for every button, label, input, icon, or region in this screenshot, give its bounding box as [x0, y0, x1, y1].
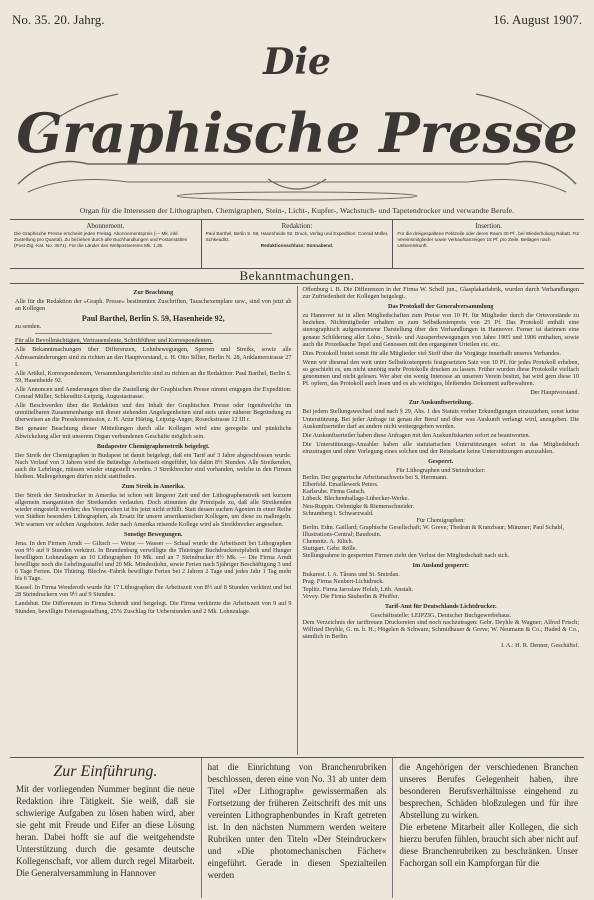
header-line	[12, 8, 582, 28]
list-item: Teplitz. Firma Jaroslaw Holub, Lith. Anstalt.	[302, 585, 414, 593]
redaktion-heading: Redaktion:	[281, 222, 313, 230]
tagline: Organ für die Interessen der Lithographen, Chemigraphen, Stein-, Licht-, Kupfer-, Wachstuch- und Tapetendrucker und verwandte Berufe.	[79, 206, 515, 215]
tarif-address: Geschäftsstelle: LEIPZIG, Deutscher Buchgewerbehaus.	[370, 611, 512, 619]
list-item: Neu-Ruppin. Oehmigke & Riemenschneider.	[302, 502, 415, 510]
intro-column-2	[201, 758, 393, 898]
paragraph: Dem Verzeichnis der tariftreuen Druckereien sind noch nachzutragen: Gebr. Deyhle & Wagner; Alfred Frisch; Wilfried Deyhle, G. m. b. H.; Högelen & Schwarz; Schmidhauer & Greve; W. Neumann & Co.; Haded & Co., sämtlich in Berlin.	[302, 618, 579, 641]
redaktionsschluss: Redaktionsschluss: Sonnabend.	[260, 243, 334, 249]
paragraph: Jena. In den Firmen Arndt — Giltsch — Weise — Wasser — Schaal wurde die Arbeitszeit bei Lithographen von 9½ auf 9 Stunden verkürzt. In Brandenburg verwilligte die Thüringer Buchdruckereipfabrik und Hunger bewilligten Lohnzulagen an 10 Lithographen 10 Mk. und an 7 Steindrucker 8½ Mk. — Die Firma Arndt bewilligte noch die Lehrlingsstaffel und 20 Mk. Mindestlohn, sowie Ferien nach 5jähriger Beschäftigung 3 und 6 Tage Ferien. Die Thüring. Blechw.-Fabrik bewilligte Ferien bei 2 Jahren 2 Tage und jedes Jahr 1 Tag mehr bis 6 Tage.	[15, 539, 292, 583]
list-item: Berlin. Der gegnerische Arbeitsnachweis bei S. Herrmann.	[302, 474, 448, 482]
abonnement-heading: Abonnement.	[86, 222, 125, 230]
paragraph: Offenburg i. B. Die Differenzen in der Firma W. Schell jun., Glasplakatfabrik, wurden durch Verhandlungen zur Zufriedenheit der Kollegen beigelegt.	[302, 286, 579, 301]
paragraph: Alle für die Redaktion der »Graph. Presse« bestimmten Zuschriften, Tauschexemplare usw., sind von jetzt ab an Kollegen	[15, 298, 292, 313]
masthead	[8, 34, 586, 204]
list-item: Chemnitz. A. Jülich.	[302, 538, 354, 545]
subheading-chemigraphen: Für Chemigraphen:	[416, 516, 465, 524]
abonnement-column	[10, 220, 201, 268]
paragraph: Alle Bekanntmachungen über Differenzen, Lohnbewegungen, Sperren und Streiks, sowie alle Adressenänderungen sind zu richten an den Hauptvorstand, z. H. Otto Sillier, Berlin N. 28, Anklamerstrasse 27 I.	[15, 346, 292, 368]
masthead-word2: Graphische Presse	[16, 101, 578, 165]
intro-text-1: Mit der vorliegenden Nummer beginnt die neue Redaktion ihre Tätigkeit. Sie weiß, daß sie schwierige Aufgaben zu lösen haben wird, aber sie geht mit Freude und Eifer an diese Lösung heran. Dabei hofft sie auf die weitgehendste Unterstützung durch die gesamte deutsche Kollegenschaft, vor allem durch regel Mitarbeit. Die Generalversammlung in Hannover	[16, 784, 195, 878]
list-item: Prag. Firma Neubert-Lichtdruck.	[302, 578, 384, 586]
list-item: Lübeck. Blechemballage-Lübecker-Werke.	[302, 495, 409, 503]
signature: I. A.: H. R. Denner, Geschäftsf.	[501, 642, 579, 650]
heading-zur-beachtung: Zur Beachtung	[133, 289, 174, 296]
heading-ausland: Im Ausland gesperrt:	[412, 562, 469, 570]
paragraph: Kassel. In Firma Wenderoth wurde für 17 Lithographen die Arbeitszeit von 8½ auf 8 Stunden verkürzt und bei 28 Steindruckern von 9½ auf 9 Stunden.	[15, 584, 292, 599]
introduction-article	[10, 757, 584, 898]
heading-budapest: Budapester Chemigraphenstreik beigelegt.	[96, 442, 210, 450]
list-item: Elberfeld. Emaillewerk Peters.	[302, 481, 379, 489]
abonnement-text: Die Graphische Presse erscheint jeden Freitag. Abonnementspreis (— Mk. inkl. Zustellung pro Quartal). Zu beziehen durch alle Buchhandlungen und Postanstalten (Post-Ztg.-Kat. No. 3571). Für die Länder des Weltpostvereins Mk. 1,35.	[14, 231, 188, 249]
paragraph: zu senden.	[15, 323, 42, 331]
info-box	[10, 219, 584, 269]
list-item: Bukarest. I. A. Târans und St. Smirdan.	[302, 571, 400, 579]
signature: Der Hauptvorstand.	[530, 389, 579, 397]
redaktion-column	[201, 220, 393, 268]
issue-date: 16. August 1907.	[493, 12, 582, 27]
subheading-lithographen: Für Lithographen und Steindrucker:	[396, 467, 486, 475]
insertion-column	[392, 220, 584, 268]
paragraph: Stellungnahme in gesperrten Firmen zieht den Verlust der Mitgliedschaft nach sich.	[302, 552, 510, 560]
insertion-heading: Insertion.	[475, 222, 502, 230]
announcements	[10, 286, 584, 755]
heading-gesperrt: Gesperrt.	[428, 457, 454, 465]
intro-text-3: die Angehörigen der verschiedenen Branchen unseres Berufes Gelegenheit haben, ihre besonderen Berufsverhältnisse eingehend zu besprechen, Schäden bloßzulegen und für ihre Abstellung zu wirken. Die erbetene Mitarbeit aller Kollegen, die sich hierzu berufen fühlen, braucht sich aber nicht auf diese Branchenrubriken zu beschränken. Unser Fachorgan soll ein Kampforgan für die	[399, 762, 579, 868]
paragraph: Alle Artikel, Korrespondenzen, Versammlungsberichte sind zu richten an die Redaktion: Paul Barthel, Berlin S. 59, Hasenheide 92.	[15, 369, 292, 384]
heading-protokoll: Das Protokoll der Generalversammlung	[388, 303, 494, 311]
insertion-text: Für die dreigespaltene Petitzeile oder deren Raum 30 Pf., bei Wiederholung Rabatt. Für Vereinsmitglieder sowie Verkaufsanzeigen 15 Pf. pro Zeile. Beilagen nach Uebereinkunft.	[397, 231, 580, 249]
paragraph: Landshut. Die Differenzen in Firma Schmidt sind beigelegt. Die Firma verkürzte die Arbeitszeit von 9 auf 9 Stunden, bewilligte Feiertagsstaffung, 25% Zuschlag für Ueberstunden und 2 Mk. Lohnzulage.	[15, 600, 292, 615]
paragraph: Der Streik der Chemigraphen in Budapest ist damit beigelegt, daß ein Tarif auf 3 Jahre abgeschlossen wurde. Nach Verlauf von 3 Jahren wird die 8stündige Arbeitszeit eingeführt, bis dahin 8½ Stunden. Alle Streikenden, auch die Lehrlinge, müssen wieder eingestellt werden. 3 Streikbrecher sind vorhanden, welche in den Firmen bleiben. Maßregelungen dürfen nicht stattfinden.	[15, 451, 292, 480]
redaktion-text: Paul Barthel, Berlin S. 59, Hasenheide 92. Druck, Verlag und Expedition: Conrad Müller, Schkeuditz.	[205, 231, 389, 243]
list-item: Schramberg i. Schwarzwald.	[302, 509, 374, 517]
paragraph: Die Auskunftserteiler haben diese Anfragen mit den Auskunftskarten sofort zu beantworten.	[302, 431, 531, 439]
section-title: Bekanntmachungen.	[239, 268, 355, 283]
paragraph: Dies Protokoll bietet somit für alle Mitglieder viel Stoff über die Vorgänge innerhalb unseres Verbandes.	[302, 349, 561, 357]
intro-column-1	[10, 758, 201, 898]
paragraph: Bei genauer Beachtung dieser Mitteilungen durch alle Kollegen wird eine geregelte und pünktliche Abwickelung aller mit unserem Organ verbundenen Geschäfte möglich sein.	[15, 425, 292, 440]
right-column	[297, 286, 585, 755]
paragraph: Wenn wir diesmal den weit unter Selbstkostenpreis festgesetzten Satz von 10 Pf. für jedes Protokoll erheben, so geschieht es, um nicht unnötig mehr Protokolle drucken zu lassen. Früher wurden diese Protokolle vielfach genommen und nicht gelesen. Wer aber ein wenig Interesse an unserem Verein besitzt, hat wird gern diese 10 Pf. opfern, das Protokoll auch lesen und es als wichtiges, bleibendes Dokument aufbewahren.	[302, 358, 579, 388]
heading-bewegungen: Sonstige Bewegungen.	[124, 530, 183, 538]
masthead-ornament	[8, 34, 586, 204]
heading-amerika: Zum Streik in Amerika.	[121, 483, 185, 491]
paragraph: Der Streik der Steindrucker in Amerika ist schon seit längerer Zeit und der Lithographenstreik seit kurzem allgemein manganisten der Streikenden verlaufen. Doch stimmten die Prinzipale zu, daß alle Streikenden wieder eingestellt werden; des Versprechen ist bis jetzt nicht erfüllt. Statt dessen suchen Agenten in einer Reihe von Städten besonders Lithographen, als Ersatz für unsere amerikanischen Kollegen, um diese zu maßregeln. Wir warnen vor solchen Angeboten. Jeder nach Amerika reisende Kollege wird als Streikbrecher angesehen.	[15, 492, 292, 528]
left-column	[10, 286, 297, 755]
paragraph: Alle Beschwerden über die Redaktion und den Inhalt der Graphischen Presse oder irgendwelche im unmittelbaren Zusammenhange mit dieser stehenden Angelegenheiten sind stets unter näherer Begründung zu überweisen an die Presskommission, z. H. Artur Häring, Leipzig-Anger, Roseckstrasse 12 III r.	[15, 402, 292, 424]
paragraph: zu Hannover ist in allen Mitgliedschaften zum Preise von 10 Pf. für Mitglieder durch die Ortsvorstände zu beziehen. Nichtmitglieder erhalten es zum Selbstkostenpreis von 25 Pf. Das Protokoll enthält eine stenographisch aufgenommene Darstellung über den Verhandlungen in Hannover. Ferner ist darinnen eine genaue Schilderung aller Lohn-, Streik- und Aussperrbewegungen von Jahre 1905 und 1906 enthalten, sowie auch die Prozeßsache Tepel und Genossen mit den ergangenen Urteilen etc. etc.	[302, 312, 579, 348]
list-item: Vevey. Die Firma Säuberlin & Pfeiffer.	[302, 592, 400, 600]
intro-title: Zur Einführung.	[53, 763, 158, 780]
editor-address: Paul Barthel, Berlin S. 59, Hasenheide 92,	[81, 314, 225, 324]
masthead-word1: Die	[263, 41, 331, 83]
paragraph: Alle Annoncen und Aenderungen über die Zustellung der Graphischen Presse nimmt entgegen die Expedition: Conrad Müller, Schkeuditz-Leipzig, Augustastrasse.	[15, 385, 292, 401]
paragraph: Die Unterstützungs-Anzahler haben alle statutarischen Unterstützungen sofort in das Mitgliedsbuch einzutragen und ohne Vorlegung eines solchen und der Reisekarte keine Unterstützungen anzuzahlen.	[302, 440, 579, 455]
intro-text-2: hat die Einrichtung von Branchenrubriken beschlossen, deren eine von No. 31 ab unter dem Titel »Der Lithograph« gewissermaßen als Fortsetzung der früheren Zeitschrift des mit uns vereinten Lithographenbundes in Kraft getreten ist. In den nächsten Nummern werden weitere Rubriken unter den Titeln »Der Steindrucker« und »Die photomechanischen Fächer« eingeführt. Gerade in diesen Spezialteilen werden	[207, 762, 387, 880]
issue-number: No. 35. 20. Jahrg.	[12, 12, 105, 27]
list-item: Karlsruhe. Firma Gutsch.	[302, 488, 366, 496]
heading-auskunft: Zur Auskunftserteilung.	[408, 399, 473, 407]
list-item: Berlin. Edm. Gaillard; Graphische Gesellschaft; W. Greve; Thedran & Kranzbaur; Münzner; Paul Schabl, Illustrations-Central; Baudouin.	[302, 523, 564, 538]
heading-tarif-amt: Tarif-Amt für Deutschlands Lichtdrucker.	[385, 602, 497, 610]
paragraph: Bei jedem Stellungswechsel sind nach § 29, Abs. 1 des Statuts vorher Erkundigungen einzuziehen, sonst keine Unterstützung. Bei jeder Anfrage ist genau der Beruf und über was Auskunft verlangt wird, anzugeben. Die Auskunftserteiler darf an andere nicht weitergegeben werden.	[302, 408, 579, 430]
list-item: Stuttgart. Gebr. Rölle.	[302, 545, 357, 553]
divider	[35, 333, 272, 334]
section-rule	[10, 283, 584, 284]
intro-column-3	[392, 758, 584, 898]
paragraph: Für alle Bevollmächtigten, Vertrauensleute, Schriftführer und Korrespondenten.	[15, 337, 213, 345]
